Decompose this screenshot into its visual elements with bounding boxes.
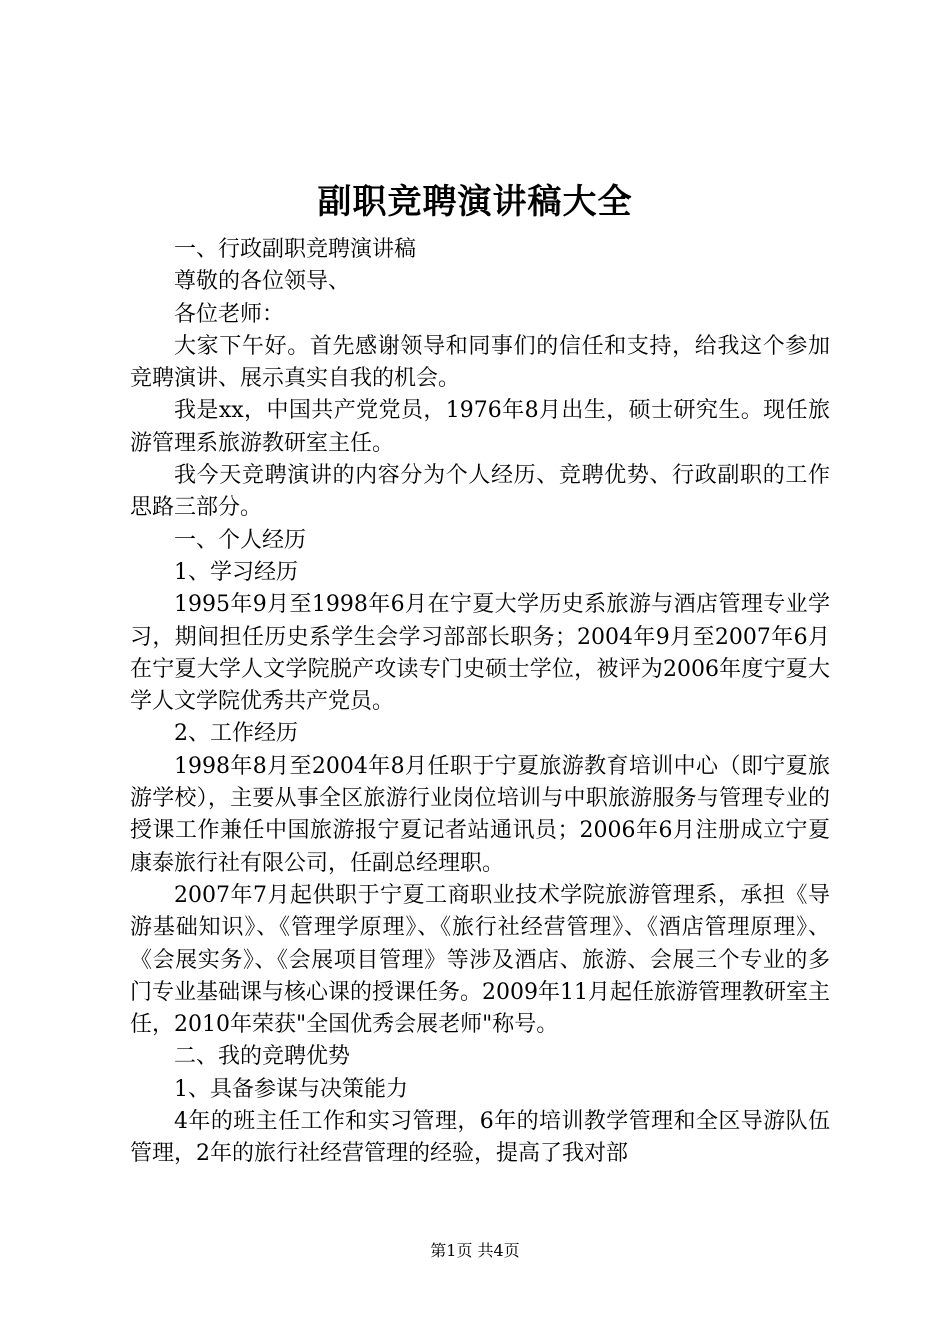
body-paragraph: 4年的班主任工作和实习管理，6年的培训教学管理和全区导游队伍管理，2年的旅行社经营管理的经验，提高了我对部: [130, 1109, 830, 1167]
body-paragraph: 我是xx，中国共产党党员，1976年8月出生，硕士研究生。现任旅游管理系旅游教研室主任。: [130, 398, 830, 456]
subsection-heading: 1、具备参谋与决策能力: [174, 1076, 408, 1102]
body-paragraph: 2007年7月起供职于宁夏工商职业技术学院旅游管理系，承担《导游基础知识》、《管理学原理》、《旅行社经营管理》、《酒店管理原理》、《会展实务》、《会展项目管理》等涉及酒店、旅游、会展三个专业的多门专业基础课与核心课的授课任务。2009年11月起任旅游管理教研室主任，2010年荣获"全国优秀会展老师"称号。: [130, 882, 830, 1038]
subsection-heading: 1、学习经历: [174, 559, 298, 585]
body-paragraph: 1998年8月至2004年8月任职于宁夏旅游教育培训中心（即宁夏旅游学校），主要从事全区旅游行业岗位培训与中职旅游服务与管理专业的授课工作兼任中国旅游报宁夏记者站通讯员；2006年6月注册成立宁夏康泰旅行社有限公司，任副总经理职。: [130, 753, 830, 876]
salutation-line: 各位老师：: [174, 301, 285, 327]
body-paragraph: 大家下午好。首先感谢领导和同事们的信任和支持，给我这个参加竞聘演讲、展示真实自我的机会。: [130, 333, 830, 392]
subsection-heading: 2、工作经历: [174, 721, 298, 747]
section-heading: 一、个人经历: [174, 527, 307, 553]
salutation-line: 尊敬的各位领导、: [174, 269, 351, 295]
body-paragraph: 我今天竞聘演讲的内容分为个人经历、竞聘优势、行政副职的工作思路三部分。: [130, 463, 830, 521]
document-body: [130, 234, 830, 1171]
document-title: 副职竞聘演讲稿大全: [317, 182, 633, 222]
body-paragraph: 1995年9月至1998年6月在宁夏大学历史系旅游与酒店管理专业学习，期间担任历史系学生会学习部部长职务；2004年9月至2007年6月在宁夏大学人文学院脱产攻读专门史硕士学位，被评为2006年度宁夏大学人文学院优秀共产党员。: [130, 592, 830, 715]
section-heading: 二、我的竞聘优势: [174, 1044, 351, 1070]
section-heading: 一、行政副职竞聘演讲稿: [174, 237, 417, 262]
page-footer: 第1页 共4页: [430, 1241, 520, 1260]
